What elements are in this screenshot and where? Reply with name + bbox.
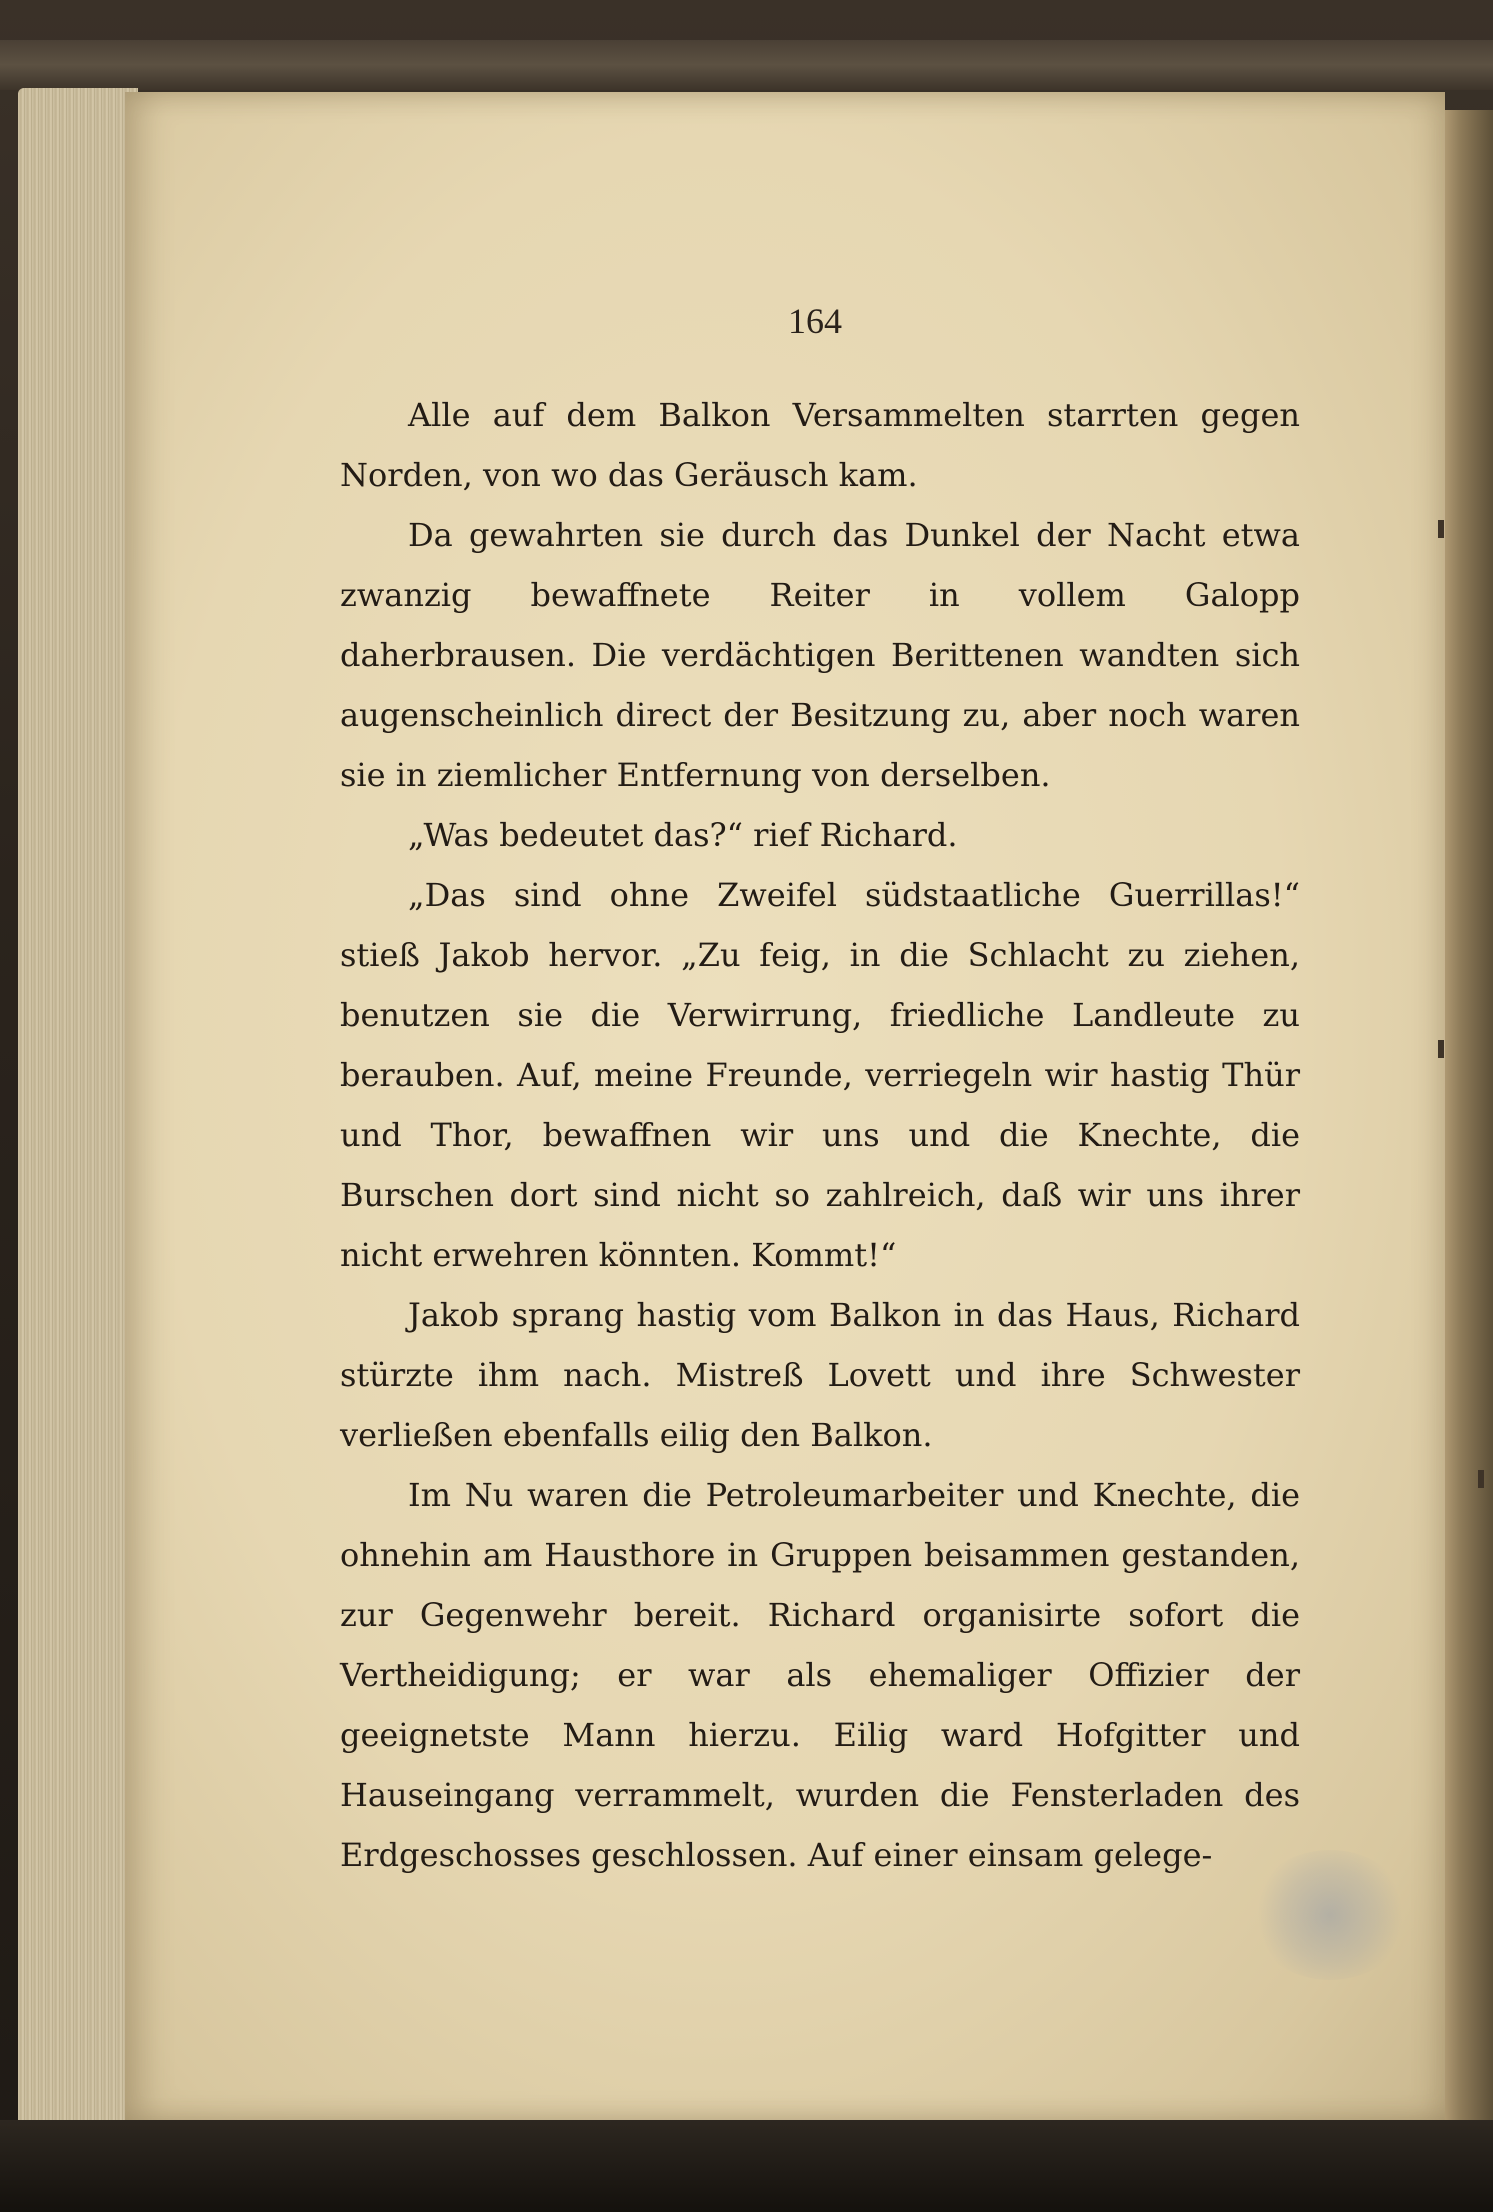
ink-stamp-smudge [1250,1850,1410,1980]
book-cover-edge [0,40,1493,90]
margin-mark [1438,520,1444,538]
paragraph: Alle auf dem Balkon Versammelten starrten gegen Norden, von wo das Geräusch kam. [340,396,1300,494]
page-text [340,385,1300,1885]
page-edges-right [1440,110,1493,2140]
margin-mark [1478,1470,1484,1488]
margin-mark [1438,1040,1444,1058]
book-bottom-shadow [0,2120,1493,2212]
paragraph: Jakob sprang hastig vom Balkon in das Haus, Richard stürzte ihm nach. Mistreß Lovett und ihre Schwester verließen ebenfalls eilig den Balkon. [340,1296,1300,1454]
page-edges-left [18,88,138,2148]
page-number: 164 [788,301,842,341]
paragraph: „Das sind ohne Zweifel südstaatliche Guerrillas!“ stieß Jakob hervor. „Zu feig, in die Schlacht zu ziehen, benutzen sie die Verwirrung, friedliche Landleute zu berauben. Auf, meine Freunde, verriegeln wir hastig Thür und Thor, bewaffnen wir uns und die Knechte, die Burschen dort sind nicht so zahlreich, daß wir uns ihrer nicht erwehren könnten. Kommt!“ [340,876,1300,1274]
paragraph: Da gewahrten sie durch das Dunkel der Nacht etwa zwanzig bewaffnete Reiter in vollem Galopp daherbrausen. Die verdächtigen Berittenen wandten sich augenscheinlich direct der Besitzung zu, aber noch waren sie in ziemlicher Entfernung von derselben. [340,516,1300,794]
paragraph: Im Nu waren die Petroleumarbeiter und Knechte, die ohnehin am Hausthore in Gruppen beisammen gestanden, zur Gegenwehr bereit. Richard organisirte sofort die Vertheidigung; er war als ehemaliger Offizier der geeignetste Mann hierzu. Eilig ward Hofgitter und Hauseingang verrammelt, wurden die Fensterladen des Erdgeschosses geschlossen. Auf einer einsam gelege- [340,1476,1300,1874]
paragraph: „Was bedeutet das?“ rief Richard. [408,816,958,854]
